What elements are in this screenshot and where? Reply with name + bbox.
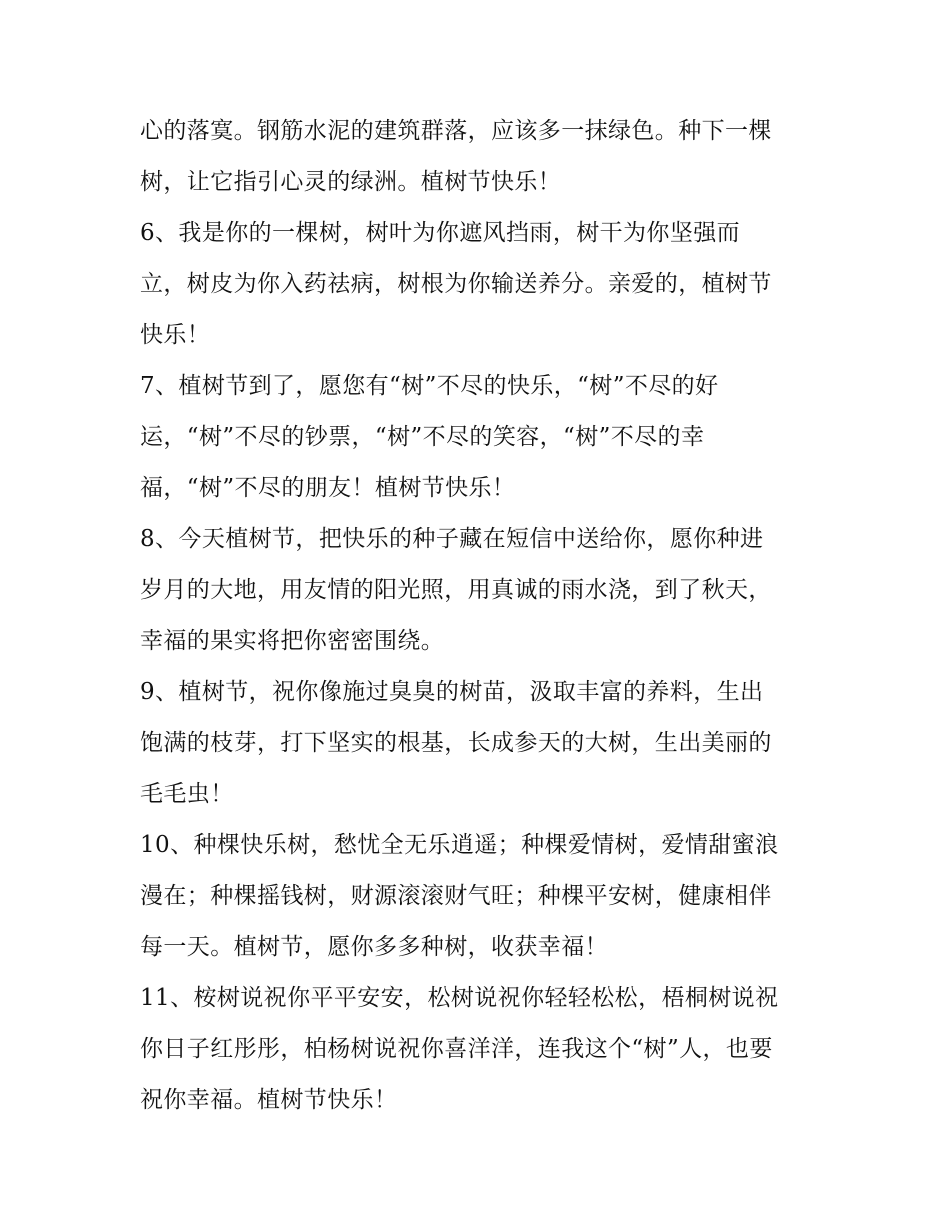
text-line: 心的落寞。钢筋水泥的建筑群落，应该多一抹绿色。种下一棵: [140, 118, 772, 144]
text-line: 运，“树”不尽的钞票，“树”不尽的笑容，“树”不尽的幸: [140, 424, 705, 450]
text-line: 9、植树节，祝你像施过臭臭的树苗，汲取丰富的养料，生出: [140, 679, 764, 705]
text-line: 饱满的枝芽，打下坚实的根基，长成参天的大树，生出美丽的: [140, 730, 772, 756]
text-line: 岁月的大地，用友情的阳光照，用真诚的雨水浇，到了秋天，: [140, 577, 772, 603]
text-line: 7、植树节到了，愿您有“树”不尽的快乐，“树”不尽的好: [140, 373, 719, 399]
text-line: 快乐！: [140, 322, 211, 348]
text-line: 6、我是你的一棵树，树叶为你遮风挡雨，树干为你坚强而: [140, 220, 741, 246]
text-line: 福，“树”不尽的朋友！植树节快乐！: [140, 475, 516, 501]
text-line: 漫在；种棵摇钱树，财源滚滚财气旺；种棵平安树，健康相伴: [140, 883, 772, 909]
text-line: 祝你幸福。植树节快乐！: [140, 1087, 398, 1113]
text-line: 幸福的果实将把你密密围绕。: [140, 628, 445, 654]
text-line: 每一天。植树节，愿你多多种树，收获幸福！: [140, 934, 608, 960]
text-line: 立，树皮为你入药祛病，树根为你输送养分。亲爱的，植树节: [140, 271, 772, 297]
text-line: 树，让它指引心灵的绿洲。植树节快乐！: [140, 169, 562, 195]
text-line: 10、种棵快乐树，愁忧全无乐逍遥；种棵爱情树，爱情甜蜜浪: [140, 832, 779, 858]
document-body: [140, 106, 840, 1126]
text-line: 8、今天植树节，把快乐的种子藏在短信中送给你，愿你种进: [140, 526, 764, 552]
text-line: 11、桉树说祝你平平安安，松树说祝你轻轻松松，梧桐树说祝: [140, 985, 779, 1011]
text-line: 你日子红彤彤，柏杨树说祝你喜洋洋，连我这个“树”人，也要: [140, 1036, 773, 1062]
text-line: 毛毛虫！: [140, 781, 234, 807]
